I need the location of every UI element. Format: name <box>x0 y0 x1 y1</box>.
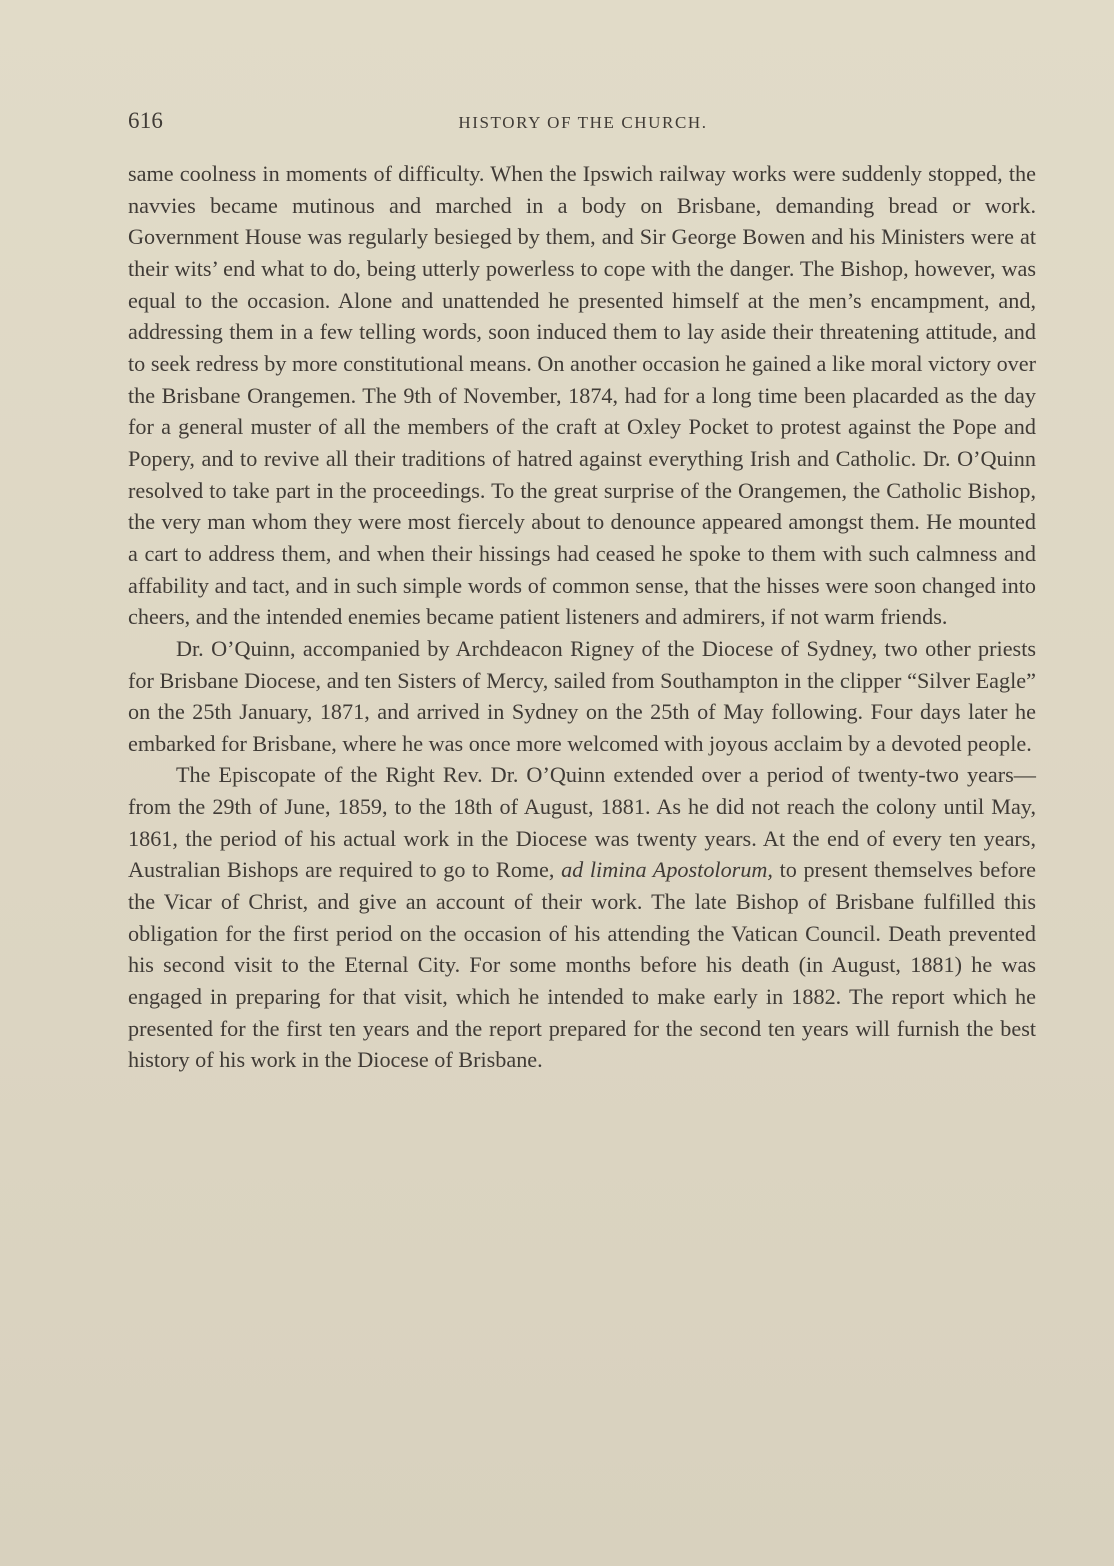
latin-phrase: ad limina Apostolorum, <box>561 857 773 883</box>
paragraph-2: Dr. O’Quinn, accompanied by Archdeacon Rigney of the Diocese of Sydney, two other priests for Brisbane Diocese, and ten Sisters of Mercy, sailed from Southampton in the clipper “Silver Eagle” on the 25th January, 1871, and arrived in Sydney on the 25th of May following. Four days later he embarked for Brisbane, where he was once more welcomed with joyous acclaim by a devoted people. <box>128 635 1036 756</box>
page-number: 616 <box>128 108 164 133</box>
running-head <box>128 108 1038 138</box>
running-title: HISTORY OF THE CHURCH. <box>458 113 708 132</box>
paragraph-3-text-b: to present themselves before the Vicar of Christ, and give an account of their work. The late Bishop of Brisbane fulfilled this obligation for the first period on the occasion of his attending the Vatican Council. Death prevented his second visit to the Eternal City. For some months before his death (in August, 1881) he was engaged in preparing for that visit, which he intended to make early in 1882. The report which he presented for the first ten years and the report prepared for the second ten years will furnish the best history of his work in the Diocese of Brisbane. <box>128 857 1036 1073</box>
paragraph-1: same coolness in moments of difficulty. When the Ipswich railway works were suddenly stopped, the navvies became mutinous and marched in a body on Brisbane, demanding bread or work. Government House was regularly besieged by them, and Sir George Bowen and his Ministers were at their wits’ end what to do, being utterly powerless to cope with the danger. The Bishop, however, was equal to the occasion. Alone and unattended he presented himself at the men’s encampment, and, addressing them in a few telling words, soon induced them to lay aside their threatening attitude, and to seek redress by more constitutional means. On another occasion he gained a like moral victory over the Brisbane Orangemen. The 9th of November, 1874, had for a long time been placarded as the day for a general muster of all the members of the craft at Oxley Pocket to protest against the Pope and Popery, and to revive all their traditions of hatred against everything Irish and Catholic. Dr. O’Quinn resolved to take part in the proceedings. To the great surprise of the Orangemen, the Catholic Bishop, the very man whom they were most fiercely about to denounce appeared amongst them. He mounted a cart to address them, and when their hissings had ceased he spoke to them with such calmness and affability and tact, and in such simple words of common sense, that the hisses were soon changed into cheers, and the intended enemies became patient listeners and admirers, if not warm friends. <box>128 161 1036 630</box>
body-text <box>128 158 1036 1076</box>
paragraph-3-text-a: The Episcopate of the Right Rev. Dr. O’Quinn extended over a period of twenty-two years—from the 29th of June, 1859, to the 18th of August, 1881. As he did not reach the colony until May, 1861, the period of his actual work in the Diocese was twenty years. At the end of every ten years, Australian Bishops are required to go to Rome, <box>128 762 1036 883</box>
paragraph-3 <box>128 759 1036 1076</box>
